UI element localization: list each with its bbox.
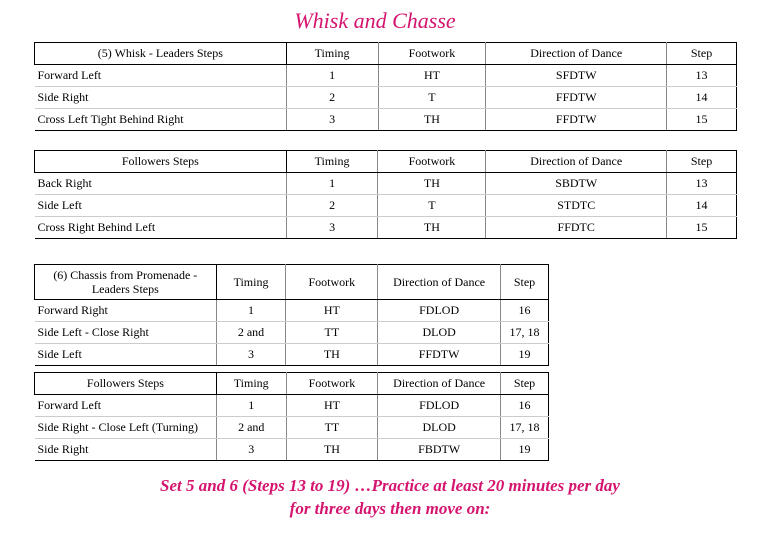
table-header-row <box>35 373 549 395</box>
step-number-cell: 17, 18 <box>501 322 549 344</box>
step-name: Cross Right Behind Left <box>35 217 287 239</box>
direction-cell: FDLOD <box>378 300 501 322</box>
direction-cell: SFDTW <box>486 65 667 87</box>
step-number-cell: 15 <box>667 217 737 239</box>
step-number-cell: 15 <box>667 109 737 131</box>
page-title: Whisk and Chasse <box>294 8 456 33</box>
step-number-cell: 16 <box>501 300 549 322</box>
header-footwork: Footwork <box>378 43 486 65</box>
table-row <box>35 439 549 461</box>
table-row <box>35 417 549 439</box>
practice-note-line-1: Set 5 and 6 (Steps 13 to 19) …Practice at least 20 minutes per day <box>160 476 620 495</box>
footwork-cell: HT <box>286 300 378 322</box>
timing-cell: 3 <box>216 439 286 461</box>
chassis-leaders-table <box>34 264 549 366</box>
step-number-cell: 13 <box>667 65 737 87</box>
direction-cell: SBDTW <box>486 173 667 195</box>
chassis-followers-table <box>34 372 549 461</box>
timing-cell: 2 and <box>216 417 286 439</box>
whisk-leaders-table <box>34 42 737 131</box>
step-name: Back Right <box>35 173 287 195</box>
header-footwork: Footwork <box>286 265 378 300</box>
header-direction: Direction of Dance <box>486 43 667 65</box>
direction-cell: FFDTW <box>486 109 667 131</box>
step-name: Forward Left <box>35 395 217 417</box>
table-row <box>35 65 737 87</box>
header-steps: (5) Whisk - Leaders Steps <box>35 43 287 65</box>
footwork-cell: HT <box>286 395 378 417</box>
practice-note-line-2: for three days then move on: <box>289 499 491 518</box>
whisk-followers-table <box>34 150 737 239</box>
timing-cell: 1 <box>216 300 286 322</box>
header-step: Step <box>501 265 549 300</box>
table-header-row <box>35 265 549 300</box>
header-direction: Direction of Dance <box>486 151 667 173</box>
direction-cell: FFDTW <box>378 344 501 366</box>
footwork-cell: TH <box>378 217 486 239</box>
table-row <box>35 173 737 195</box>
footwork-cell: T <box>378 195 486 217</box>
step-name: Cross Left Tight Behind Right <box>35 109 287 131</box>
step-number-cell: 17, 18 <box>501 417 549 439</box>
footwork-cell: TT <box>286 322 378 344</box>
table-header-row <box>35 43 737 65</box>
step-name: Forward Right <box>35 300 217 322</box>
step-name: Side Left <box>35 195 287 217</box>
timing-cell: 2 and <box>216 322 286 344</box>
footwork-cell: TH <box>378 173 486 195</box>
timing-cell: 2 <box>286 195 378 217</box>
header-direction: Direction of Dance <box>378 373 501 395</box>
table-row <box>35 300 549 322</box>
footwork-cell: TH <box>286 439 378 461</box>
timing-cell: 1 <box>216 395 286 417</box>
footwork-cell: TH <box>378 109 486 131</box>
direction-cell: DLOD <box>378 417 501 439</box>
footwork-cell: T <box>378 87 486 109</box>
header-timing: Timing <box>286 43 378 65</box>
table-row <box>35 322 549 344</box>
direction-cell: FBDTW <box>378 439 501 461</box>
footwork-cell: TT <box>286 417 378 439</box>
step-number-cell: 16 <box>501 395 549 417</box>
header-timing: Timing <box>216 265 286 300</box>
step-number-cell: 19 <box>501 439 549 461</box>
step-number-cell: 19 <box>501 344 549 366</box>
direction-cell: DLOD <box>378 322 501 344</box>
header-timing: Timing <box>286 151 378 173</box>
step-name: Side Left <box>35 344 217 366</box>
table-header-row <box>35 151 737 173</box>
table-row <box>35 217 737 239</box>
step-name: Side Right <box>35 87 287 109</box>
step-name: Side Right - Close Left (Turning) <box>35 417 217 439</box>
header-step: Step <box>667 43 737 65</box>
timing-cell: 2 <box>286 87 378 109</box>
step-number-cell: 13 <box>667 173 737 195</box>
table-row <box>35 195 737 217</box>
header-steps: Followers Steps <box>35 151 287 173</box>
footwork-cell: TH <box>286 344 378 366</box>
table-row <box>35 87 737 109</box>
timing-cell: 3 <box>286 109 378 131</box>
step-number-cell: 14 <box>667 195 737 217</box>
timing-cell: 3 <box>216 344 286 366</box>
step-name: Side Left - Close Right <box>35 322 217 344</box>
step-name: Side Right <box>35 439 217 461</box>
table-row <box>35 344 549 366</box>
header-footwork: Footwork <box>286 373 378 395</box>
header-step: Step <box>667 151 737 173</box>
header-steps: (6) Chassis from Promenade - Leaders Steps <box>35 265 217 300</box>
timing-cell: 1 <box>286 65 378 87</box>
header-direction: Direction of Dance <box>378 265 501 300</box>
direction-cell: FFDTC <box>486 217 667 239</box>
timing-cell: 3 <box>286 217 378 239</box>
step-name: Forward Left <box>35 65 287 87</box>
header-steps: Followers Steps <box>35 373 217 395</box>
header-footwork: Footwork <box>378 151 486 173</box>
header-step: Step <box>501 373 549 395</box>
footwork-cell: HT <box>378 65 486 87</box>
direction-cell: STDTC <box>486 195 667 217</box>
practice-note <box>90 474 690 520</box>
timing-cell: 1 <box>286 173 378 195</box>
header-timing: Timing <box>216 373 286 395</box>
step-number-cell: 14 <box>667 87 737 109</box>
direction-cell: FDLOD <box>378 395 501 417</box>
table-row <box>35 395 549 417</box>
direction-cell: FFDTW <box>486 87 667 109</box>
table-row <box>35 109 737 131</box>
